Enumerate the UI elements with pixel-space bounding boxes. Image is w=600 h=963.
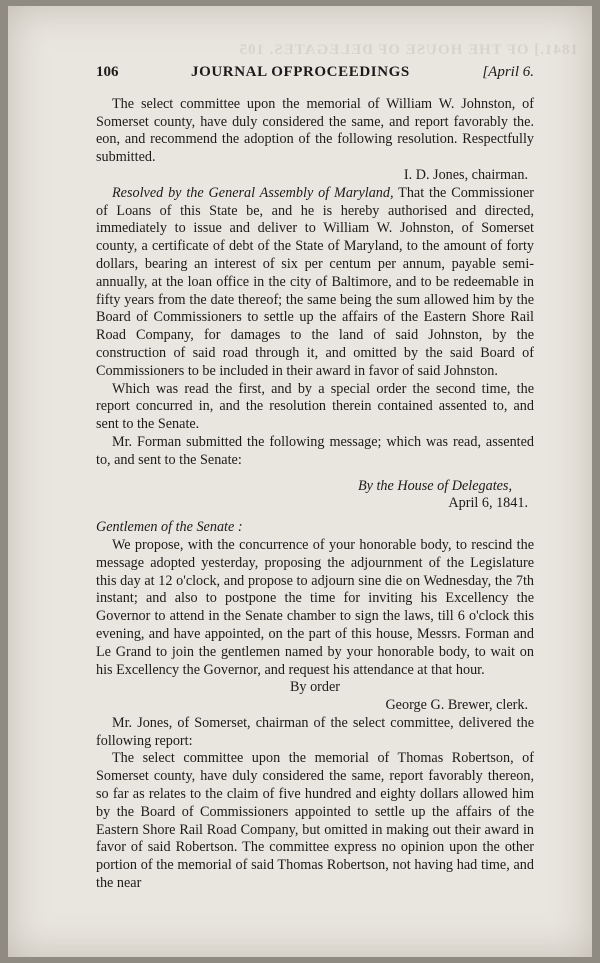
salutation-text: Gentlemen of the Senate : [96, 519, 243, 536]
resolution-lead: Resolved by the General Assembly of Maryland, [112, 184, 394, 201]
paragraph-jones-report: Mr. Jones, of Somerset, chairman of the select committee, delivered the following report: [96, 714, 534, 749]
message-from-text: By the House of Delegates, [357, 477, 512, 494]
journal-title: JOURNAL OFPROCEEDINGS [190, 64, 410, 80]
journal-page [8, 6, 592, 957]
bleed-through-text: 1841.] OF THE HOUSE OF DELEGATES. 105 [238, 42, 578, 58]
chairman-signature: I. D. Jones, chairman. [403, 166, 528, 183]
paragraph-resolution [96, 185, 534, 381]
paragraph-senate-action: Which was read the first, and by a special order the second time, the report concurred in, and the resolution therein contained assented to, and sent to the Senate. [96, 380, 534, 433]
by-order: By order [289, 679, 341, 696]
paragraph-committee-report-robertson: The select committee upon the memorial of Thomas Robertson, of Somerset county, have duly considered the same, report favorably thereon, so far as relates to the claim of five hundred and eighty dollars allowed him by the Board of Commissioners appointed to settle up the affairs of the Eastern Shore Rail Road Company, but omitted in making out their award in favor of said Robertson. The committee express no opinion upon the other portion of the memorial of said Thomas Robertson, not having had time, and the near [96, 750, 534, 892]
salutation [96, 519, 534, 537]
clerk-signature: George G. Brewer, clerk. [385, 697, 528, 714]
running-header [96, 64, 534, 82]
header-date: [April 6. [482, 64, 534, 80]
page-text [96, 64, 534, 893]
page-number: 106 [96, 64, 119, 80]
paragraph-committee-report-johnston: The select committee upon the memorial of William W. Johnston, of Somerset county, have duly considered the same, and report favorably the. eon, and recommend the adoption of the following resolution. Respectfully submitted. [96, 95, 534, 166]
resolution-text: That the Commissioner of Loans of this State be, and he is hereby authorised and directed, immediately to issue and deliver to William W. Johnston, of Somerset county, a certificate of debt of the State of Maryland, to the amount of forty dollars, bearing an interest of six per centum per annum, payable semi-annually, at the loan office in the city of Baltimore, and to be redeemable in fifty years from the date thereof; the same being the sum allowed him by the Board of Commissioners to settle up the affairs of the Eastern Shore Rail Road Company, for damages to the land of said Johnston, by the construction of said road through it, and omitted by the said Board of Commissioners to be included in their award in favor of said Johnston. [96, 184, 534, 379]
paragraph-forman-message: Mr. Forman submitted the following message; which was read, assented to, and sent to the Senate: [96, 433, 534, 468]
message-from [96, 478, 534, 496]
message-date: April 6, 1841. [448, 495, 528, 512]
paragraph-message-body: We propose, with the concurrence of your honorable body, to rescind the message adopted yesterday, proposing the adjournment of the Legislature this day at 12 o'clock, and propose to adjourn sine die on Wednesday, the 7th instant; and also to postpone the time for inviting his Excellency the Governor to attend in the Senate chamber to sign the laws, till 6 o'clock this evening, and have appointed, on the part of this house, Messrs. Forman and Le Grand to join the gentlemen named by your honorable body, to wait on his Excellency the Governor, and request his attendance at that hour. [96, 536, 534, 678]
